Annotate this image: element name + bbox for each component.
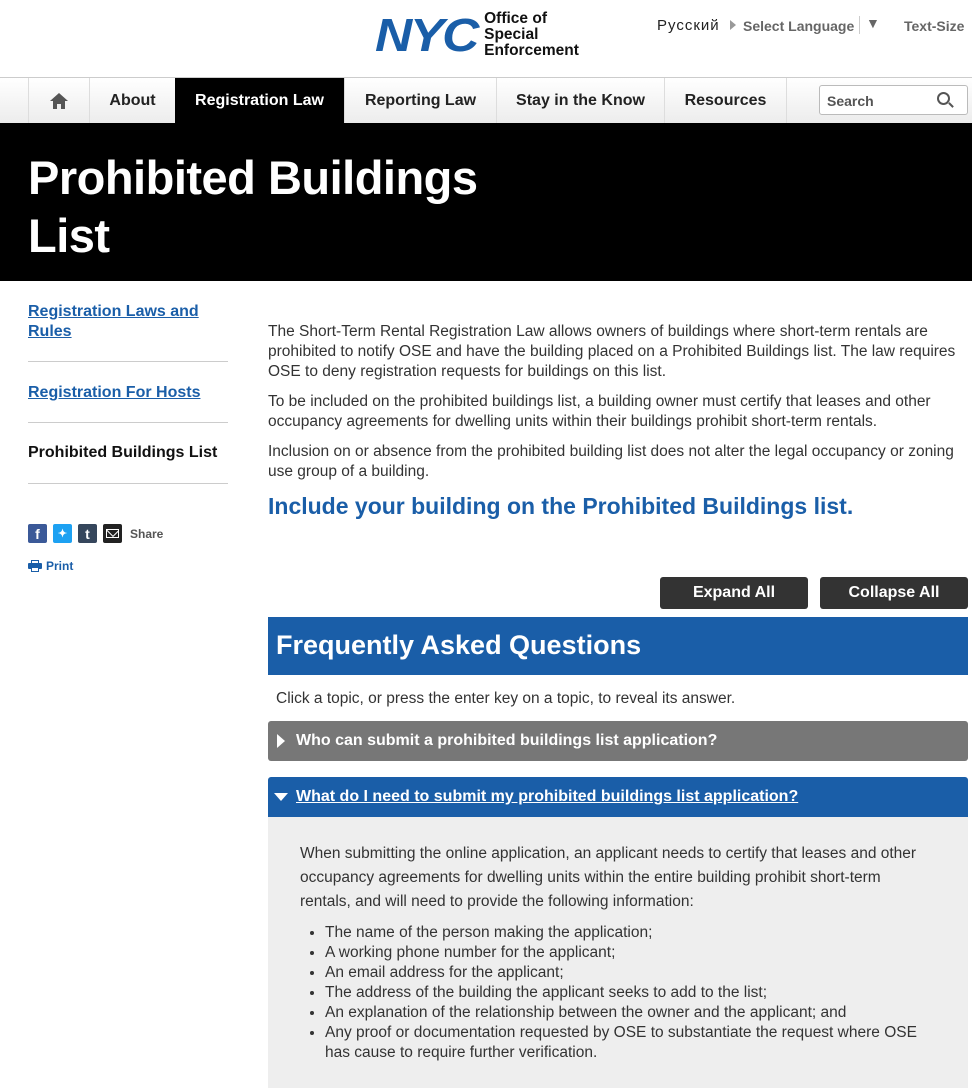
faq-answer-list [325,923,935,1063]
language-divider [859,16,860,34]
eligibility-paragraph: To be included on the prohibited buildings list, a building owner must certify that leases and other occupancy agreements for dwelling units within their buildings prohibit short-term rentals. [268,393,931,430]
nav-item-about[interactable]: About [89,78,175,124]
include-building-link[interactable]: Include your building on the Prohibited Buildings list. [268,493,854,519]
select-language-dropdown[interactable]: Select Language [743,18,855,34]
facebook-icon[interactable]: f [28,524,47,543]
chevron-down-icon[interactable]: ▼ [866,15,880,31]
faq-header [268,617,968,675]
search-icon[interactable] [937,92,950,105]
nav-item-resources[interactable]: Resources [664,78,787,124]
faq-answer-intro: When submitting the online application, an applicant needs to certify that leases and other occupancy agreements for dwelling units within the entire building prohibit short-term rentals, and will need to provide the following information: [300,845,917,910]
faq-item-who-can-submit[interactable] [268,721,968,761]
agency-name-line1: Office of [484,10,547,27]
caret-down-icon [274,793,288,801]
home-icon [50,93,68,109]
agency-name-line3: Enforcement [484,42,579,59]
share-label[interactable]: Share [130,526,164,541]
caret-right-icon [277,734,285,748]
main-nav [0,77,972,123]
print-icon [28,560,42,572]
list-item: • An explanation of the relationship between the owner and the applicant; and [325,1003,935,1023]
sidebar-item-registration-laws-rules[interactable]: Registration Laws and Rules [28,303,199,340]
page-title: Prohibited Buildings List [28,151,478,262]
nyc-logo-mark: NYC [375,9,478,61]
faq-question: Who can submit a prohibited buildings list application? [296,732,718,749]
search-input[interactable] [819,85,968,115]
print-link[interactable] [28,559,73,573]
agency-name [484,11,579,59]
list-item: • Any proof or documentation requested by OSE to substantiate the request where OSE has cause to require further verification. [325,1023,935,1063]
intro-paragraph: The Short-Term Rental Registration Law allows owners of buildings where short-term rentals are prohibited to notify OSE and have the building placed on a Prohibited Buildings list. The law requires OSE to deny registration requests for buildings on this list. [268,323,956,380]
sidebar-divider [28,422,228,423]
list-item: • The name of the person making the application; [325,923,935,943]
chevron-right-icon [730,20,736,30]
twitter-icon[interactable]: ✦ [53,524,72,543]
search-placeholder: Search [827,93,874,109]
email-icon[interactable] [103,524,122,543]
list-item: • A working phone number for the applicant; [325,943,935,963]
nav-item-stay-in-the-know[interactable]: Stay in the Know [496,78,664,124]
print-label: Print [46,559,74,573]
language-russian-link[interactable]: Русский [657,17,720,34]
top-bar [0,0,972,78]
nav-item-registration-law[interactable]: Registration Law [175,78,344,124]
faq-question: What do I need to submit my prohibited buildings list application? [296,788,799,805]
share-bar [28,524,163,543]
list-item: • The address of the building the applicant seeks to add to the list; [325,983,935,1003]
sidebar-item-registration-for-hosts[interactable]: Registration For Hosts [28,384,201,401]
collapse-all-button[interactable]: Collapse All [820,577,968,609]
faq-item-what-to-submit[interactable] [268,777,968,817]
tumblr-icon[interactable]: t [78,524,97,543]
faq-heading: Frequently Asked Questions [276,630,642,660]
nyc-logo[interactable] [375,10,579,60]
nav-home[interactable] [28,78,89,124]
list-item: • An email address for the applicant; [325,963,935,983]
agency-name-line2: Special [484,26,539,43]
sidebar-divider [28,483,228,484]
page-hero [0,123,972,281]
expand-all-button[interactable]: Expand All [660,577,808,609]
text-size-button[interactable]: Text-Size [904,18,965,34]
sidebar-divider [28,361,228,362]
faq-hint: Click a topic, or press the enter key on a topic, to reveal its answer. [276,690,736,707]
nav-item-reporting-law[interactable]: Reporting Law [344,78,496,124]
faq-answer [268,817,968,1088]
sidebar-item-current: Prohibited Buildings List [28,444,218,461]
disclaimer-paragraph: Inclusion on or absence from the prohibited building list does not alter the legal occupancy or zoning use group of a building. [268,443,954,480]
